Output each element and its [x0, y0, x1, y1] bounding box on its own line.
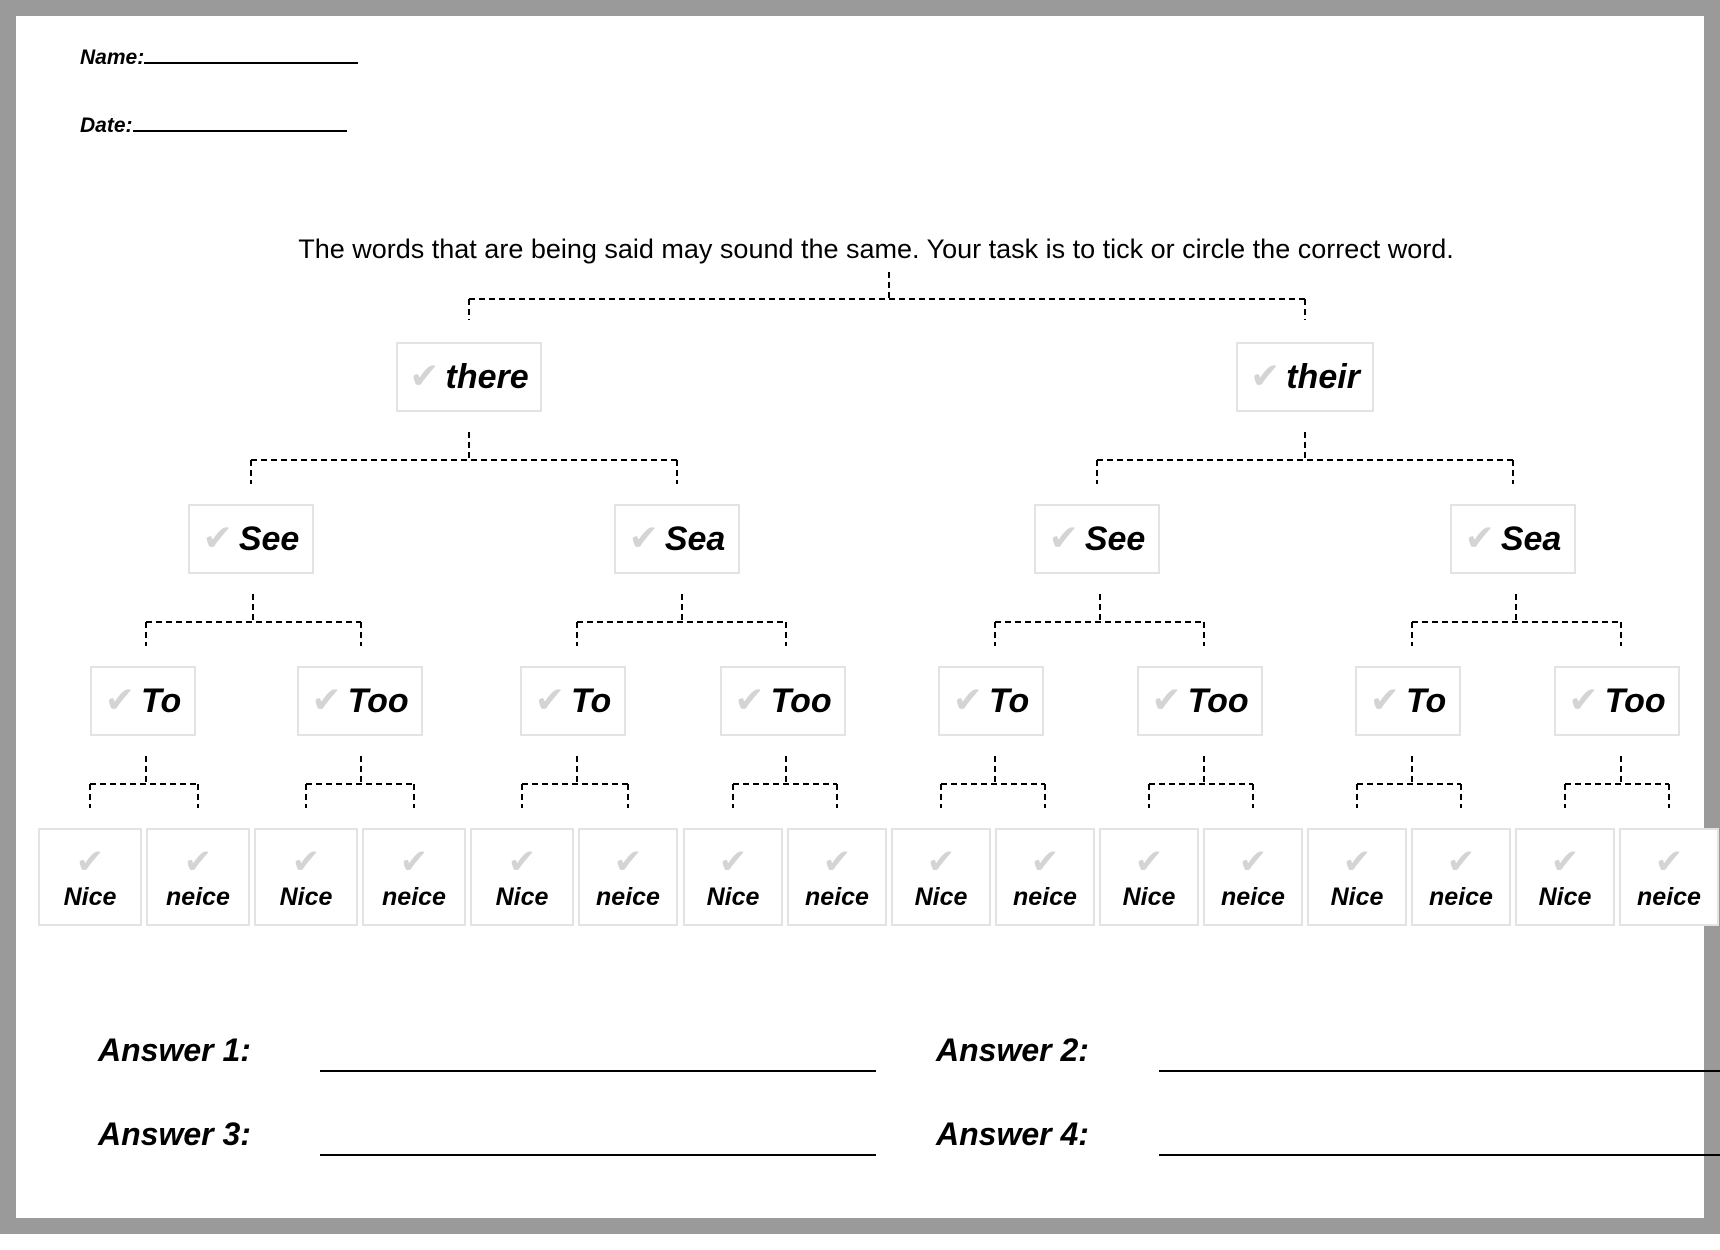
checkmark-icon[interactable]: ✔ [183, 841, 213, 882]
word-label: neice [805, 882, 869, 911]
word-label: Sea [1500, 520, 1562, 558]
answer-3-line[interactable] [320, 1154, 876, 1156]
tree-connectors [16, 16, 1720, 1250]
word-label: To [140, 682, 182, 720]
checkmark-icon[interactable]: ✔ [1238, 841, 1268, 882]
checkmark-icon[interactable]: ✔ [409, 356, 440, 397]
word-label: their [1286, 358, 1360, 396]
word-label: Sea [664, 520, 726, 558]
name-blank-line[interactable] [144, 42, 358, 64]
checkmark-icon[interactable]: ✔ [926, 841, 956, 882]
word-label: Too [1187, 682, 1249, 720]
word-option-l4-nice-11[interactable] [1099, 828, 1199, 926]
word-option-l2-see-1[interactable] [188, 504, 314, 574]
word-label: Nice [495, 882, 549, 911]
word-label: Nice [914, 882, 968, 911]
checkmark-icon[interactable]: ✔ [822, 841, 852, 882]
checkmark-icon[interactable]: ✔ [1446, 841, 1476, 882]
checkmark-icon[interactable]: ✔ [311, 680, 342, 721]
word-option-l2-sea-4[interactable] [1450, 504, 1576, 574]
word-option-l4-neice-2[interactable] [146, 828, 250, 926]
word-label: neice [1013, 882, 1077, 911]
date-label: Date: [80, 114, 133, 137]
word-label: neice [382, 882, 446, 911]
checkmark-icon[interactable]: ✔ [1342, 841, 1372, 882]
word-option-l4-nice-7[interactable] [683, 828, 783, 926]
word-option-l3-to-3[interactable] [520, 666, 626, 736]
word-option-l4-nice-15[interactable] [1515, 828, 1615, 926]
word-label: Too [347, 682, 409, 720]
name-field[interactable] [80, 42, 358, 70]
checkmark-icon[interactable]: ✔ [1568, 680, 1599, 721]
word-label: To [988, 682, 1030, 720]
word-label: Nice [1330, 882, 1384, 911]
checkmark-icon[interactable]: ✔ [291, 841, 321, 882]
word-option-l4-neice-12[interactable] [1203, 828, 1303, 926]
checkmark-icon[interactable]: ✔ [1654, 841, 1684, 882]
word-option-l4-nice-13[interactable] [1307, 828, 1407, 926]
checkmark-icon[interactable]: ✔ [1369, 680, 1400, 721]
word-label: See [238, 520, 300, 558]
checkmark-icon[interactable]: ✔ [1151, 680, 1182, 721]
answer-1-label: Answer 1: [98, 1032, 251, 1068]
word-label: Nice [1122, 882, 1176, 911]
checkmark-icon[interactable]: ✔ [613, 841, 643, 882]
word-option-l3-to-1[interactable] [90, 666, 196, 736]
word-label: there [445, 358, 529, 396]
word-option-l3-too-8[interactable] [1554, 666, 1680, 736]
word-label: Too [1604, 682, 1666, 720]
answer-4-line[interactable] [1159, 1154, 1720, 1156]
word-option-l1-their-2[interactable] [1236, 342, 1374, 412]
name-label: Name: [80, 46, 145, 69]
word-option-l2-sea-2[interactable] [614, 504, 740, 574]
checkmark-icon[interactable]: ✔ [507, 841, 537, 882]
word-option-l3-too-2[interactable] [297, 666, 423, 736]
checkmark-icon[interactable]: ✔ [1048, 518, 1079, 559]
word-option-l4-neice-4[interactable] [362, 828, 466, 926]
word-label: neice [1429, 882, 1493, 911]
answer-4-label: Answer 4: [936, 1116, 1089, 1152]
word-label: Nice [279, 882, 333, 911]
word-option-l4-nice-3[interactable] [254, 828, 358, 926]
word-option-l4-nice-5[interactable] [470, 828, 574, 926]
word-option-l3-too-4[interactable] [720, 666, 846, 736]
checkmark-icon[interactable]: ✔ [104, 680, 135, 721]
word-option-l1-there-1[interactable] [396, 342, 542, 412]
word-label: Nice [1538, 882, 1592, 911]
word-option-l2-see-3[interactable] [1034, 504, 1160, 574]
word-label: neice [1637, 882, 1701, 911]
word-option-l4-neice-16[interactable] [1619, 828, 1719, 926]
word-label: To [1405, 682, 1447, 720]
word-label: Nice [706, 882, 760, 911]
checkmark-icon[interactable]: ✔ [1550, 841, 1580, 882]
word-label: neice [1221, 882, 1285, 911]
answer-2-line[interactable] [1159, 1070, 1720, 1072]
word-option-l4-neice-14[interactable] [1411, 828, 1511, 926]
word-option-l3-to-5[interactable] [938, 666, 1044, 736]
date-field[interactable] [80, 110, 347, 138]
answer-2-label: Answer 2: [936, 1032, 1089, 1068]
answer-3-label: Answer 3: [98, 1116, 251, 1152]
word-label: Nice [63, 882, 117, 911]
checkmark-icon[interactable]: ✔ [734, 680, 765, 721]
checkmark-icon[interactable]: ✔ [399, 841, 429, 882]
word-label: See [1084, 520, 1146, 558]
word-option-l4-nice-9[interactable] [891, 828, 991, 926]
checkmark-icon[interactable]: ✔ [1030, 841, 1060, 882]
word-option-l3-too-6[interactable] [1137, 666, 1263, 736]
word-option-l3-to-7[interactable] [1355, 666, 1461, 736]
word-label: neice [166, 882, 230, 911]
checkmark-icon[interactable]: ✔ [1134, 841, 1164, 882]
word-label: Too [770, 682, 832, 720]
word-option-l4-neice-10[interactable] [995, 828, 1095, 926]
checkmark-icon[interactable]: ✔ [75, 841, 105, 882]
checkmark-icon[interactable]: ✔ [202, 518, 233, 559]
checkmark-icon[interactable]: ✔ [628, 518, 659, 559]
word-label: To [570, 682, 612, 720]
answer-1-line[interactable] [320, 1070, 876, 1072]
word-option-l4-neice-8[interactable] [787, 828, 887, 926]
word-option-l4-neice-6[interactable] [578, 828, 678, 926]
checkmark-icon[interactable]: ✔ [718, 841, 748, 882]
word-label: neice [596, 882, 660, 911]
checkmark-icon[interactable]: ✔ [952, 680, 983, 721]
checkmark-icon[interactable]: ✔ [1250, 356, 1281, 397]
instruction-text: The words that are being said may sound the same. Your task is to tick or circle the correct word. [298, 234, 1454, 264]
date-blank-line[interactable] [133, 110, 347, 132]
word-option-l4-nice-1[interactable] [38, 828, 142, 926]
checkmark-icon[interactable]: ✔ [1464, 518, 1495, 559]
checkmark-icon[interactable]: ✔ [534, 680, 565, 721]
